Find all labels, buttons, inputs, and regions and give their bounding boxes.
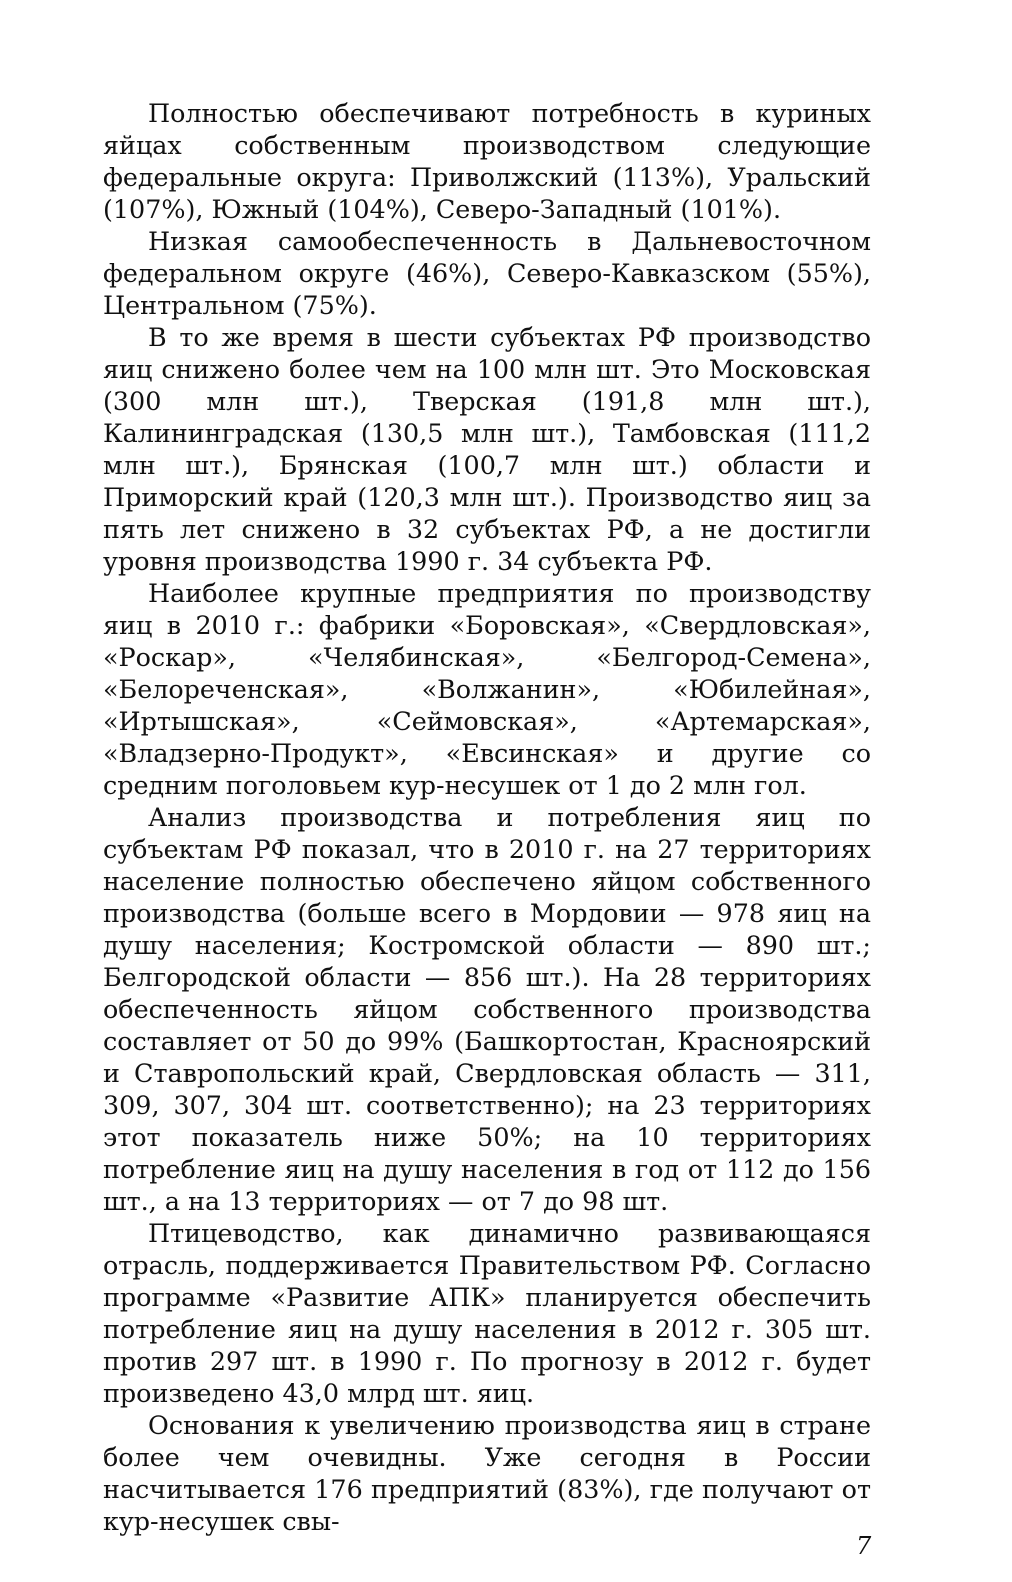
paragraph-production-decline: В то же время в шести субъектах РФ производство яиц снижено более чем на 100 млн шт. Это Московская (300 млн шт.), Тверская (191,8 млн шт.), Калининградская (130,5 млн шт.), Тамбовская (111,2 млн шт.), Брянская (100,7 млн шт.) области и Приморский край (120,3 млн шт.). Производство яиц за пять лет снижено в 32 субъектах РФ, а не достигли уровня производства 1990 г. 34 субъекта РФ. <box>103 322 871 576</box>
paragraph-largest-enterprises: Наиболее крупные предприятия по производству яиц в 2010 г.: фабрики «Боровская», «Свердловская», «Роскар», «Челябинская», «Белгород-Семена», «Белореченская», «Волжанин», «Юбилейная», «Иртышская», «Сеймовская», «Артемарская», «Владзерно-Продукт», «Евсинская» и другие со средним поголовьем кур-несушек от 1 до 2 млн гол. <box>103 578 871 800</box>
paragraph-government-support: Птицеводство, как динамично развивающаяся отрасль, поддерживается Правительством РФ. Согласно программе «Развитие АПК» планируется обеспечить потребление яиц на душу населения в 2012 г. 305 шт. против 297 шт. в 1990 г. По прогнозу в 2012 г. будет произведено 43,0 млрд шт. яиц. <box>103 1218 871 1408</box>
paragraph-growth-grounds: Основания к увеличению производства яиц в стране более чем очевидны. Уже сегодня в России насчитывается 176 предприятий (83%), где получают от кур-несушек свы- <box>103 1410 871 1536</box>
paragraph-regional-analysis: Анализ производства и потребления яиц по субъектам РФ показал, что в 2010 г. на 27 территориях население полностью обеспечено яйцом собственного производства (больше всего в Мордовии — 978 яиц на душу населения; Костромской области — 890 шт.; Белгородской области — 856 шт.). На 28 территориях обеспеченность яйцом собственного производства составляет от 50 до 99% (Башкортостан, Красноярский и Ставропольский край, Свердловская область — 311, 309, 307, 304 шт. соответственно); на 23 территориях этот показатель ниже 50%; на 10 территориях потребление яиц на душу населения в год от 112 до 156 шт., а на 13 территориях — от 7 до 98 шт. <box>103 802 871 1216</box>
paragraph-self-sufficient-districts: Полностью обеспечивают потребность в куриных яйцах собственным производством следующие федеральные округа: Приволжский (113%), Уральский (107%), Южный (104%), Северо-Западный (101%). <box>103 98 871 224</box>
page-number: 7 <box>856 1532 872 1560</box>
paragraph-low-self-sufficiency: Низкая самообеспеченность в Дальневосточном федеральном округе (46%), Северо-Кавказском (55%), Центральном (75%). <box>103 226 871 320</box>
page-body <box>103 97 871 1537</box>
